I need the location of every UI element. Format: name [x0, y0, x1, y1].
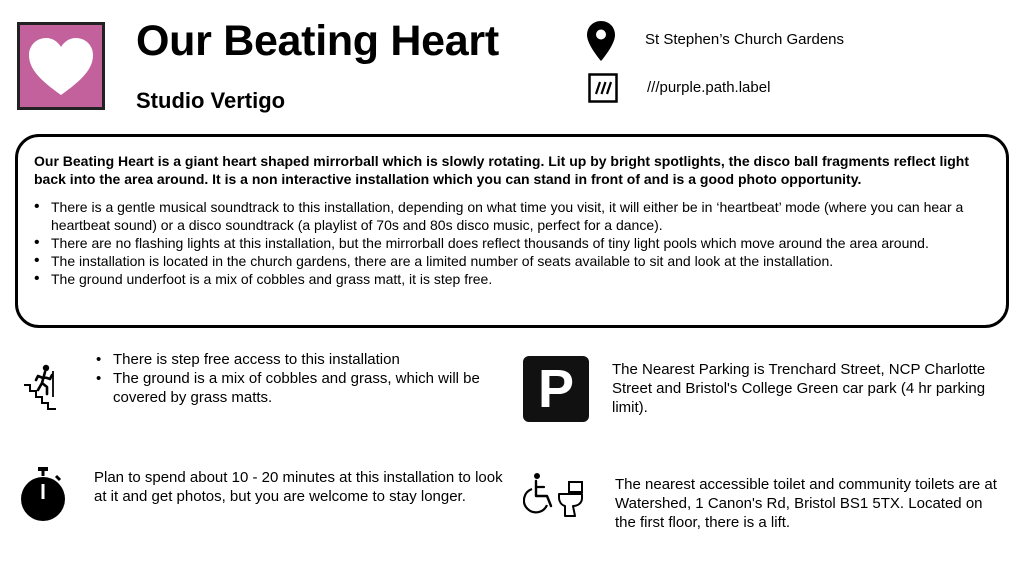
heart-logo-icon	[17, 22, 105, 110]
description-intro: Our Beating Heart is a giant heart shaped mirrorball which is slowly rotating. Lit up by bright spotlights, the disco ball fragments reflect light back into the area around. It is a non interactive installation which you can stand in front of and is a good photo opportunity.	[34, 153, 970, 187]
map-pin-icon	[585, 20, 617, 62]
accessible-toilet-icon	[523, 472, 587, 520]
parking-info: The Nearest Parking is Trenchard Street, NCP Charlotte Street and Bristol's College Green car park (4 hr parking limit).	[612, 361, 986, 416]
description-bullet: • There is a gentle musical soundtrack to this installation, depending on what time you visit, it will either be in ‘heartbeat’ mode (where you can hear a heartbeat sound) or a disco soundtrack (a playlist of 70s and 80s disco music, perfect for a dance).	[34, 198, 990, 234]
access-bullet: • There is step free access to this installation	[96, 350, 496, 369]
what3words-icon	[588, 73, 618, 103]
stairs-person-icon	[22, 363, 64, 413]
access-bullets	[96, 350, 496, 407]
stopwatch-icon	[18, 466, 68, 524]
location-text: St Stephen’s Church Gardens	[645, 31, 845, 48]
artist-name: Studio Vertigo	[136, 88, 286, 113]
toilet-info: The nearest accessible toilet and community toilets are at Watershed, 1 Canon's Rd, Bristol BS1 5TX. Located on the first floor, there is a lift.	[615, 476, 997, 531]
description-bullet: • The installation is located in the church gardens, there are a limited number of seats available to sit and look at the installation.	[34, 252, 990, 270]
description-bullet: • The ground underfoot is a mix of cobbles and grass matt, it is step free.	[34, 270, 990, 288]
description-bullet: • There are no flashing lights at this installation, but the mirrorball does reflect thousands of tiny light pools which move around the area around.	[34, 234, 990, 252]
access-bullet: • The ground is a mix of cobbles and grass, which will be covered by grass matts.	[96, 369, 496, 407]
visit-duration-info: Plan to spend about 10 - 20 minutes at this installation to look at it and get photos, but you are welcome to stay longer.	[94, 469, 503, 505]
description-panel	[15, 134, 1009, 328]
page-title: Our Beating Heart	[136, 17, 499, 65]
description-bullets	[34, 198, 990, 288]
parking-icon-letter: P	[537, 359, 575, 419]
parking-icon	[523, 356, 589, 422]
what3words-address: ///purple.path.label	[647, 79, 771, 96]
